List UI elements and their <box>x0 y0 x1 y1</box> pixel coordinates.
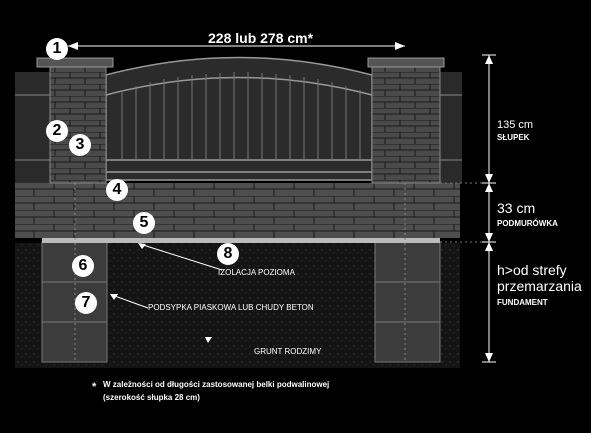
height-dimensions <box>482 55 496 362</box>
marker-8: 8 <box>217 243 239 265</box>
native-soil-label: GRUNT RODZIMY <box>254 347 322 356</box>
post-height-value: 135 cm <box>497 119 534 131</box>
marker-6: 6 <box>72 255 94 277</box>
foundation-depth-line2: przemarzania <box>497 278 582 294</box>
marker-4: 4 <box>106 179 128 201</box>
marker-1: 1 <box>46 38 68 60</box>
base-height-value: 33 cm <box>497 200 536 216</box>
sand-bedding-label: PODSYPKA PIASKOWA LUB CHUDY BETON <box>148 303 314 312</box>
width-label: 228 lub 278 cm* <box>208 30 314 46</box>
marker-7: 7 <box>75 292 97 314</box>
marker-5: 5 <box>133 212 155 234</box>
right-post-cap <box>368 58 444 67</box>
fence-panel <box>106 58 372 181</box>
left-post-cap <box>37 58 113 67</box>
wall-base <box>15 183 460 238</box>
footnote-line-1: W zależności od długości zastosowanej belki podwalinowej <box>103 380 330 389</box>
foundation-depth-line1: h>od strefy <box>497 262 567 278</box>
marker-3: 3 <box>69 134 91 156</box>
insulation-label: IZOLACJA POZIOMA <box>218 268 295 277</box>
right-footing <box>375 242 440 362</box>
footnote-marker: * <box>92 381 97 393</box>
right-post <box>372 63 440 183</box>
base-height-label: PODMURÓWKA <box>497 219 558 228</box>
post-height-label: SŁUPEK <box>497 133 530 142</box>
foundation-label: FUNDAMENT <box>497 298 548 307</box>
horizontal-insulation <box>42 238 440 243</box>
footnote-line-2: (szerokość słupka 28 cm) <box>103 393 200 402</box>
marker-2: 2 <box>46 120 68 142</box>
